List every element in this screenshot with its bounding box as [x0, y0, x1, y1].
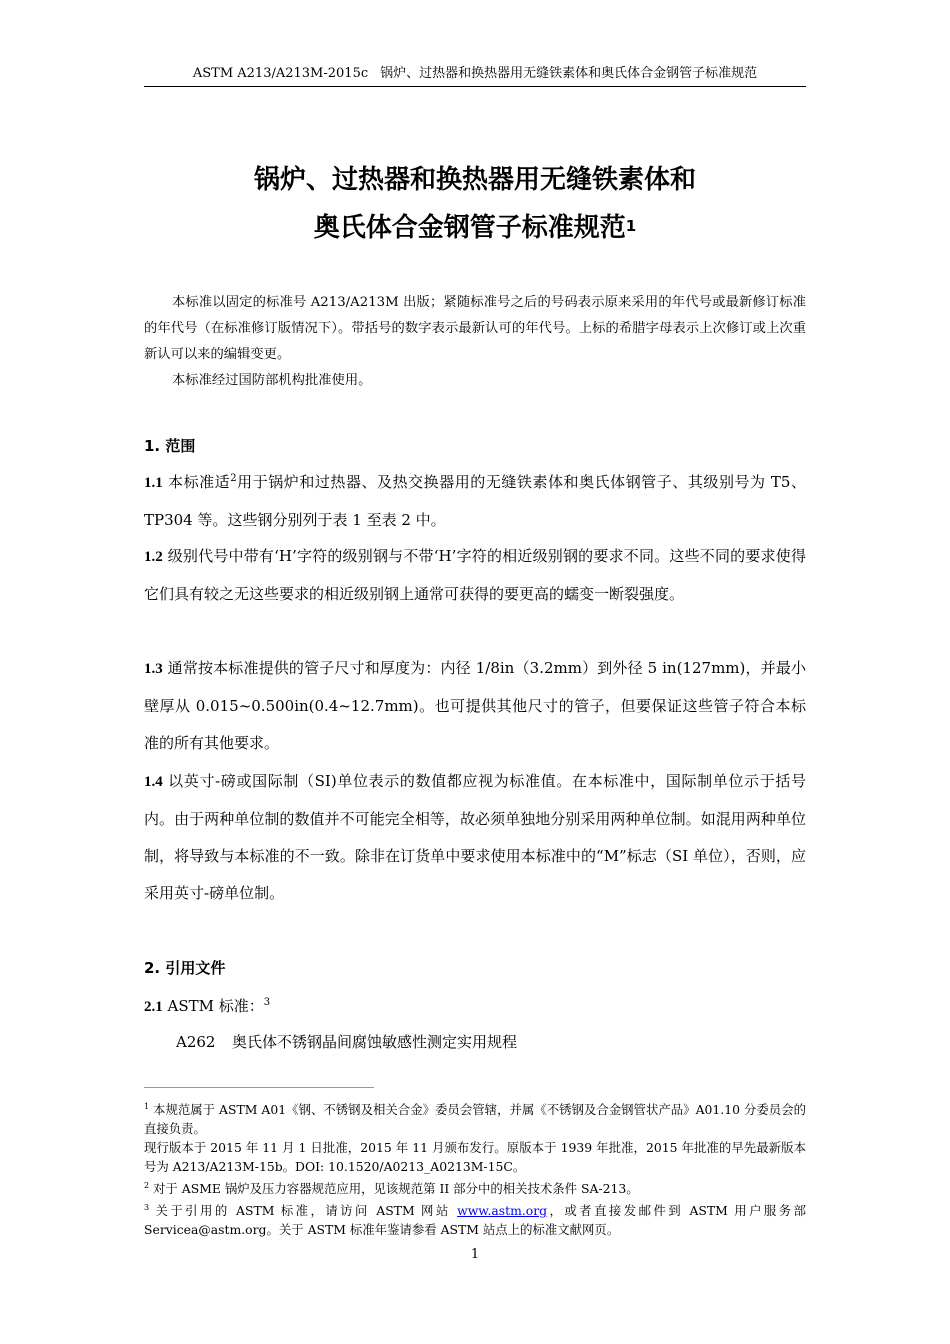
footnote-text: 本规范属于 ASTM A01《钢、不锈钢及相关合金》委员会管辖，并属《不锈钢及合金钢管状产品》A01.10 分委员会的直接负责。: [144, 1102, 806, 1137]
preamble-paragraph-approval: 本标准经过国防部机构批准使用。: [172, 373, 372, 388]
preamble-paragraph: 本标准以固定的标准号 A213/A213M 出版；紧随标准号之后的号码表示原来采用的年代号或最新修订标准的年代号（在标准修订版情况下）。带括号的数字表示最新认可的年代号。上标的希腊字母表示上次修订或上次重新认可以来的编辑变更。: [144, 295, 806, 362]
page-number: 1: [470, 1247, 480, 1262]
clause-2-1: [144, 988, 806, 1026]
clause-1-2: [144, 538, 806, 613]
running-header: [144, 62, 806, 87]
clause-1-1: [144, 464, 806, 539]
document-title-line-2: [144, 208, 806, 248]
clause-number: 1.1: [144, 475, 163, 491]
footnote-mark: 2: [144, 1181, 150, 1191]
standard-code: A262: [176, 1033, 216, 1051]
section-heading-scope: 1. 范围: [144, 437, 196, 455]
title-footnote-mark: 1: [625, 217, 637, 235]
header-standard-number: ASTM A213/A213M-2015c: [192, 66, 369, 81]
clause-number: 1.4: [144, 774, 163, 790]
footnote-text: 关于引用的 ASTM 标准，请访问 ASTM 网站: [149, 1203, 458, 1219]
clause-text: 通常按本标准提供的管子尺寸和厚度为：内径 1/8in（3.2mm）到外径 5 in(127mm)，并最小壁厚从 0.015~0.500in(0.4~12.7mm)。也可提供其他尺寸的管子，但要保证这些管子符合本标准的所有其他要求。: [144, 659, 806, 752]
footnote-1: [144, 1097, 806, 1138]
clause-1-3: [144, 650, 806, 762]
footnote-3: [144, 1198, 806, 1239]
clause-text: ASTM 标准：: [162, 997, 264, 1015]
footnote-1-continued: 现行版本于 2015 年 11 月 1 日批准，2015 年 11 月颁布发行。原版本于 1939 年批准，2015 年批准的早先最新版本号为 A213/A213M-15b。DOI: 10.1520/A0213_A0213M-15C。: [144, 1140, 806, 1175]
footnote-mark: 2: [230, 473, 237, 484]
standard-title: 奥氏体不锈钢晶间腐蚀敏感性测定实用规程: [232, 1033, 518, 1051]
astm-website-link[interactable]: www.astm.org: [457, 1203, 548, 1219]
footnote-divider: [144, 1087, 374, 1088]
footnote-mark: 3: [263, 997, 271, 1008]
clause-number: 1.2: [144, 549, 163, 565]
clause-text: 本标准适: [162, 473, 231, 491]
document-title-line-1: 锅炉、过热器和换热器用无缝铁素体和: [253, 165, 696, 195]
clause-text: 用于锅炉和过热器、及热交换器用的无缝铁素体和奥氏体钢管子、其级别号为 T5、TP304 等。这些钢分别列于表 1 至表 2 中。: [144, 473, 806, 529]
footnotes: [144, 1097, 806, 1239]
preamble: [144, 290, 806, 394]
footnote-2: [144, 1176, 806, 1198]
section-heading-referenced-documents: 2. 引用文件: [144, 959, 226, 977]
footnote-text: ，或者直接发邮件到 ASTM 用户服务部 Servicea@astm.org。关于 ASTM 标准年鉴请参看 ASTM 站点上的标准文献网页。: [144, 1203, 807, 1238]
footnote-mark: 3: [144, 1203, 150, 1213]
document-title-text: 奥氏体合金钢管子标准规范: [313, 213, 626, 243]
referenced-standard: [176, 1032, 517, 1052]
clause-number: 1.3: [144, 661, 163, 677]
footnote-text: 对于 ASME 锅炉及压力容器规范应用，见该规范第 II 部分中的相关技术条件 SA-213。: [149, 1181, 639, 1197]
clause-text: 以英寸-磅或国际制（SI)单位表示的数值都应视为标准值。在本标准中，国际制单位示于括号内。由于两种单位制的数值并不可能完全相等，故必须单独地分别采用两种单位制。如混用两种单位制，将导致与本标准的不一致。除非在订货单中要求使用本标准中的“M”标志（SI 单位），否则，应采用英寸-磅单位制。: [144, 772, 806, 902]
footnote-mark: 1: [144, 1102, 150, 1111]
clause-1-4: [144, 763, 806, 912]
header-title: 锅炉、过热器和换热器用无缝铁素体和奥氏体合金钢管子标准规范: [380, 66, 758, 81]
clause-number: 2.1: [144, 999, 163, 1015]
clause-text: 级别代号中带有‘H’字符的级别钢与不带‘H’字符的相近级别钢的要求不同。这些不同的要求使得它们具有较之无这些要求的相近级别钢上通常可获得的要更高的蠕变一断裂强度。: [144, 547, 806, 603]
